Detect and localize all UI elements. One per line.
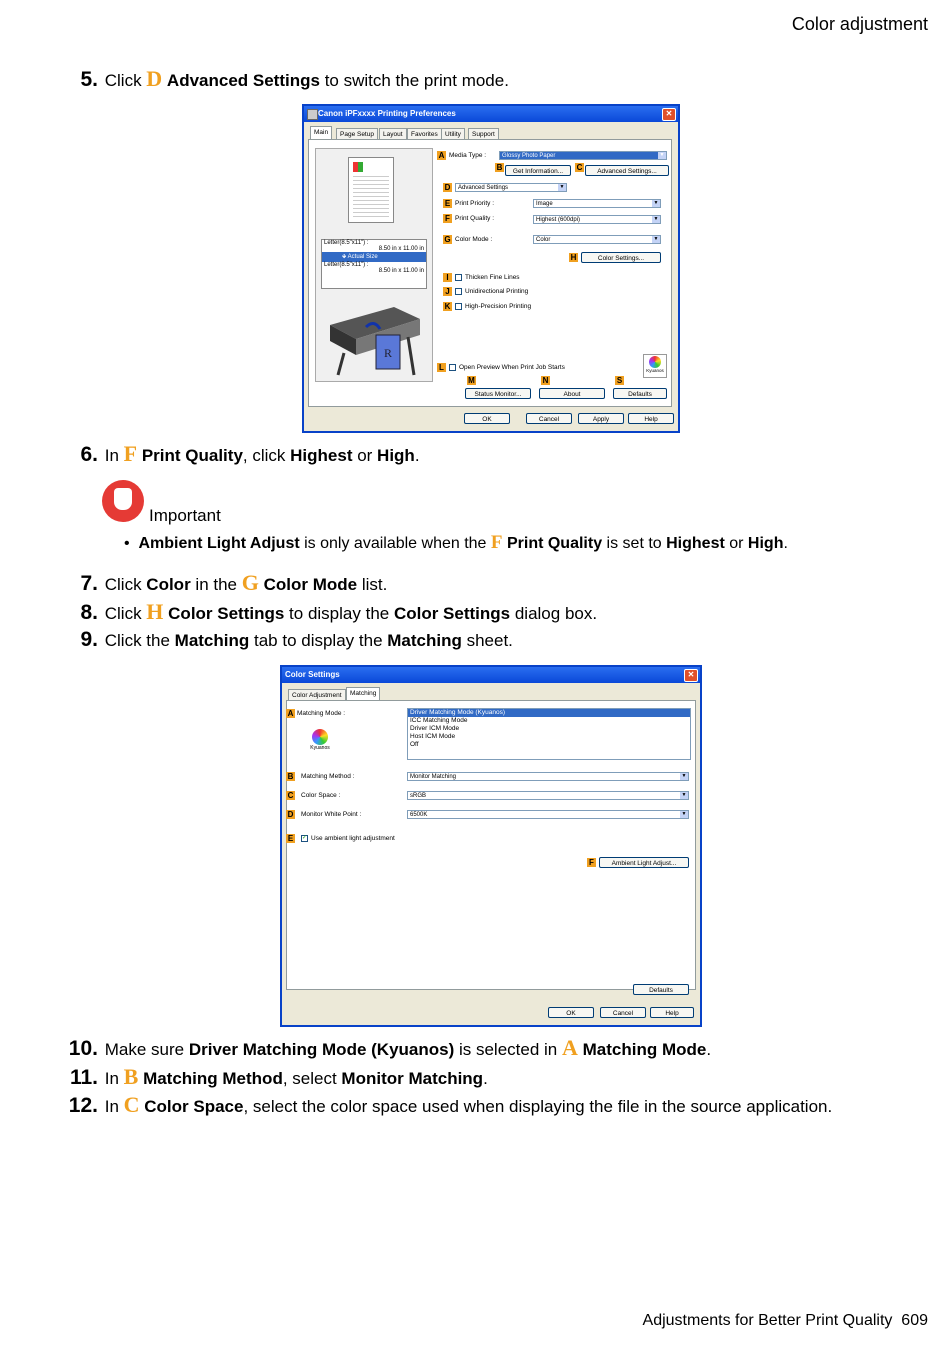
step-bold: Matching xyxy=(174,631,250,650)
chevron-down-icon: ▼ xyxy=(653,236,659,242)
callout-letter: H xyxy=(146,599,164,624)
step-text: to switch the print mode. xyxy=(319,71,509,90)
bullet-bold: High xyxy=(747,535,784,552)
highprecision-checkbox[interactable] xyxy=(455,303,462,310)
thicken-checkbox[interactable] xyxy=(455,274,462,281)
matching-method-select[interactable] xyxy=(407,772,689,781)
main-tab-panel xyxy=(308,139,672,407)
step-number: 10. xyxy=(68,1037,98,1060)
callout-letter: G xyxy=(241,570,259,595)
cancel-button[interactable]: Cancel xyxy=(600,1007,646,1018)
step-text: list. xyxy=(357,575,388,594)
ambient-light-checkbox[interactable]: ✓ xyxy=(302,835,308,841)
bullet-text: . xyxy=(783,535,788,552)
page-header-title: Color adjustment xyxy=(791,14,928,34)
step-text: or xyxy=(352,446,378,465)
bullet-bold: Ambient Light Adjust xyxy=(138,535,300,552)
ok-button[interactable]: OK xyxy=(464,413,510,424)
color-mode-select[interactable] xyxy=(533,235,661,244)
kyuanos-logo xyxy=(307,729,333,751)
image-placeholder-icon xyxy=(353,162,363,172)
step-text: to display the xyxy=(284,604,394,623)
dialog-title: Color Settings xyxy=(285,670,340,679)
step-text: , select xyxy=(282,1069,342,1088)
step-text: , click xyxy=(242,446,291,465)
callout-badge-i: I xyxy=(443,273,452,282)
media-type-select[interactable] xyxy=(499,151,667,160)
step-9 xyxy=(58,629,928,652)
print-priority-select[interactable] xyxy=(533,199,661,208)
step-10 xyxy=(58,1037,928,1061)
step-text: sheet. xyxy=(461,631,513,650)
step-text: Make sure xyxy=(104,1040,189,1059)
color-mode-value: Color xyxy=(536,237,551,243)
print-mode-select[interactable] xyxy=(455,183,567,192)
help-button[interactable]: Help xyxy=(628,413,674,424)
step-number: 12. xyxy=(68,1094,98,1117)
step-text: in the xyxy=(190,575,242,594)
help-button[interactable]: Help xyxy=(650,1007,694,1018)
dialog-titlebar xyxy=(282,667,700,683)
callout-badge-g: G xyxy=(444,235,451,244)
matching-mode-option[interactable]: Driver ICM Mode xyxy=(410,725,460,732)
important-bullet xyxy=(124,532,788,554)
callout-letter: A xyxy=(561,1035,578,1060)
thicken-label: Thicken Fine Lines xyxy=(465,274,520,281)
footer-section-title: Adjustments for Better Print Quality xyxy=(642,1312,893,1329)
page-number: 609 xyxy=(901,1312,928,1329)
step-bold: Matching Method xyxy=(143,1069,283,1088)
callout-letter: F xyxy=(490,532,503,553)
bullet-text: is only available when the xyxy=(299,535,491,552)
bullet-text: or xyxy=(724,535,748,552)
matching-mode-label: Matching Mode : xyxy=(297,710,346,717)
matching-mode-option[interactable]: ICC Matching Mode xyxy=(410,717,468,724)
callout-badge-a: A xyxy=(287,709,294,718)
step-bold: High xyxy=(377,446,415,465)
step-bold: Print Quality xyxy=(141,446,243,465)
paper-size-info-box xyxy=(321,239,427,289)
defaults-button[interactable]: Defaults xyxy=(613,388,667,399)
callout-badge-j: J xyxy=(443,287,452,296)
step-number: 8. xyxy=(80,601,98,624)
matching-mode-option[interactable]: Host ICM Mode xyxy=(410,733,456,740)
printing-preferences-dialog xyxy=(302,104,680,433)
unidirectional-label: Unidirectional Printing xyxy=(465,288,529,295)
down-arrow-icon: 🡻 xyxy=(342,254,348,260)
print-quality-label: Print Quality : xyxy=(455,215,495,222)
step-bold: Driver Matching Mode (Kyuanos) xyxy=(188,1040,455,1059)
color-space-select[interactable] xyxy=(407,791,689,800)
chevron-down-icon: ▼ xyxy=(559,184,565,190)
step-text: Click the xyxy=(104,631,175,650)
callout-badge-f: F xyxy=(443,214,452,223)
matching-method-value: Monitor Matching xyxy=(410,774,457,780)
step-number: 11. xyxy=(69,1066,98,1089)
advanced-settings-button[interactable]: Advanced Settings... xyxy=(585,165,669,176)
close-icon[interactable]: ✕ xyxy=(684,669,698,682)
step-text: is selected in xyxy=(454,1040,562,1059)
matching-mode-list[interactable] xyxy=(407,708,691,760)
color-mode-label: Color Mode : xyxy=(455,236,493,243)
tab-support[interactable]: Support xyxy=(468,128,499,140)
open-preview-checkbox[interactable] xyxy=(449,364,456,371)
chevron-down-icon: ▼ xyxy=(659,152,665,158)
bullet-dot: • xyxy=(124,535,139,552)
tab-layout[interactable]: Layout xyxy=(379,128,407,140)
callout-badge-s: S xyxy=(616,376,623,385)
media-type-label: Media Type : xyxy=(449,152,487,159)
print-priority-value: Image xyxy=(536,201,553,207)
step-text: In xyxy=(104,446,124,465)
svg-text:R: R xyxy=(384,346,393,360)
get-information-button[interactable]: Get Information... xyxy=(505,165,571,176)
color-wheel-icon xyxy=(312,729,328,745)
close-icon[interactable]: ✕ xyxy=(662,108,676,121)
tab-main[interactable]: Main xyxy=(310,126,332,140)
open-preview-label: Open Preview When Print Job Starts xyxy=(459,364,565,371)
callout-badge-c: C xyxy=(576,163,583,172)
step-text: , select the color space used when displaying the file in the source application. xyxy=(243,1097,833,1116)
color-settings-dialog xyxy=(280,665,702,1027)
apply-button[interactable]: Apply xyxy=(578,413,624,424)
chevron-down-icon: ▼ xyxy=(653,216,659,222)
callout-badge-a: A xyxy=(438,151,445,160)
callout-badge-b: B xyxy=(496,163,503,172)
matching-mode-option-selected[interactable]: Driver Matching Mode (Kyuanos) xyxy=(408,709,690,717)
tab-page-setup[interactable]: Page Setup xyxy=(336,128,378,140)
step-5 xyxy=(58,68,928,92)
step-bold: Advanced Settings xyxy=(166,71,320,90)
color-space-value: sRGB xyxy=(410,793,427,799)
step-text: In xyxy=(104,1069,124,1088)
white-point-select[interactable] xyxy=(407,810,689,819)
callout-letter: D xyxy=(146,66,163,91)
kyuanos-text: Kyuanos xyxy=(310,745,330,751)
callout-letter: C xyxy=(123,1092,140,1117)
kyuanos-logo xyxy=(643,354,667,378)
about-button[interactable]: About xyxy=(539,388,605,399)
page-preview-thumbnail xyxy=(348,157,394,223)
color-wheel-icon xyxy=(649,356,661,368)
step-bold: Color Settings xyxy=(393,604,511,623)
step-text: In xyxy=(104,1097,124,1116)
bullet-bold: Highest xyxy=(666,535,725,552)
actual-size-row xyxy=(322,252,426,262)
print-quality-select[interactable] xyxy=(533,215,661,224)
step-bold: Color Settings xyxy=(168,604,285,623)
cancel-button[interactable]: Cancel xyxy=(526,413,572,424)
highprecision-label: High-Precision Printing xyxy=(465,303,532,310)
callout-letter: B xyxy=(123,1064,139,1089)
step-text: dialog box. xyxy=(510,604,598,623)
step-text: . xyxy=(706,1040,712,1059)
text-lines-graphic xyxy=(353,176,389,218)
step-number: 9. xyxy=(80,628,98,651)
chevron-down-icon: ▼ xyxy=(681,773,687,779)
callout-badge-d: D xyxy=(444,183,451,192)
callout-letter: F xyxy=(123,441,138,466)
step-number: 6. xyxy=(80,443,98,466)
step-text: Click xyxy=(104,604,147,623)
status-monitor-button[interactable]: Status Monitor... xyxy=(465,388,531,399)
important-label: Important xyxy=(149,506,221,525)
matching-tab-panel xyxy=(286,700,696,994)
callout-badge-l: L xyxy=(437,363,446,372)
color-space-label: Color Space : xyxy=(301,792,341,799)
step-text: . xyxy=(414,446,420,465)
step-6 xyxy=(58,443,928,467)
step-bold: Color Space xyxy=(144,1097,244,1116)
defaults-button[interactable]: Defaults xyxy=(633,984,689,995)
step-8 xyxy=(58,601,928,625)
step-bold: Color xyxy=(146,575,191,594)
media-type-value: Glossy Photo Paper xyxy=(502,153,556,159)
paper-info-line: 8.50 in x 11.00 in xyxy=(378,246,424,252)
step-bold: Matching xyxy=(387,631,462,650)
chevron-down-icon: ▼ xyxy=(681,811,687,817)
kyuanos-text: Kyuanos xyxy=(646,368,664,373)
tab-matching[interactable]: Matching xyxy=(346,687,380,701)
white-point-label: Monitor White Point : xyxy=(301,811,362,818)
callout-badge-f: F xyxy=(587,858,596,867)
print-quality-value: Highest (600dpi) xyxy=(536,217,581,223)
step-text: Click xyxy=(104,71,147,90)
printer-app-icon xyxy=(307,109,318,120)
paper-info-line: Letter(8.5"x11") : xyxy=(324,240,369,246)
callout-badge-n: N xyxy=(542,376,549,385)
step-bold: Monitor Matching xyxy=(341,1069,484,1088)
tab-favorites[interactable]: Favorites xyxy=(407,128,442,140)
paper-info-line: 8.50 in x 11.00 in xyxy=(378,268,424,274)
callout-badge-b: B xyxy=(287,772,294,781)
step-number: 7. xyxy=(80,572,98,595)
paper-info-line: Letter(8.5"x11") : xyxy=(324,262,369,268)
step-text: tab to display the xyxy=(249,631,388,650)
step-12 xyxy=(58,1094,928,1118)
step-bold: Color Mode xyxy=(263,575,358,594)
white-point-value: 6500K xyxy=(410,812,428,818)
matching-mode-option[interactable]: Off xyxy=(410,741,419,748)
color-settings-button[interactable]: Color Settings... xyxy=(581,252,661,263)
page-footer xyxy=(643,1312,928,1330)
step-bold: Highest xyxy=(290,446,353,465)
important-hand-icon xyxy=(102,480,144,522)
chevron-down-icon: ▼ xyxy=(681,792,687,798)
unidirectional-checkbox[interactable] xyxy=(455,288,462,295)
callout-badge-e: E xyxy=(287,834,294,843)
ok-button[interactable]: OK xyxy=(548,1007,594,1018)
ambient-light-check-label: Use ambient light adjustment xyxy=(311,835,395,842)
callout-badge-e: E xyxy=(444,199,451,208)
tab-utility[interactable]: Utility xyxy=(441,128,465,140)
chevron-down-icon: ▼ xyxy=(653,200,659,206)
step-text: Click xyxy=(104,575,147,594)
print-mode-value: Advanced Settings xyxy=(458,185,509,191)
step-number: 5. xyxy=(80,68,98,91)
ambient-light-adjust-button[interactable]: Ambient Light Adjust... xyxy=(599,857,689,868)
callout-badge-c: C xyxy=(287,791,294,800)
bullet-text: is set to xyxy=(602,535,667,552)
tab-color-adjustment[interactable]: Color Adjustment xyxy=(288,689,346,701)
dialog-title: Canon iPFxxxx Printing Preferences xyxy=(318,109,456,118)
paper-info-line: Actual Size xyxy=(347,254,378,260)
step-text: . xyxy=(483,1069,488,1088)
callout-badge-k: K xyxy=(444,302,451,311)
print-priority-label: Print Priority : xyxy=(455,200,495,207)
step-7 xyxy=(58,572,928,596)
bullet-bold: Print Quality xyxy=(506,535,603,552)
preview-pane xyxy=(315,148,433,382)
step-11 xyxy=(58,1066,928,1090)
step-bold: Matching Mode xyxy=(582,1040,707,1059)
matching-method-label: Matching Method : xyxy=(301,773,355,780)
dialog-titlebar xyxy=(304,106,678,122)
printer-illustration xyxy=(324,297,428,377)
callout-badge-d: D xyxy=(287,810,294,819)
callout-badge-m: M xyxy=(468,376,475,385)
callout-badge-h: H xyxy=(570,253,577,262)
